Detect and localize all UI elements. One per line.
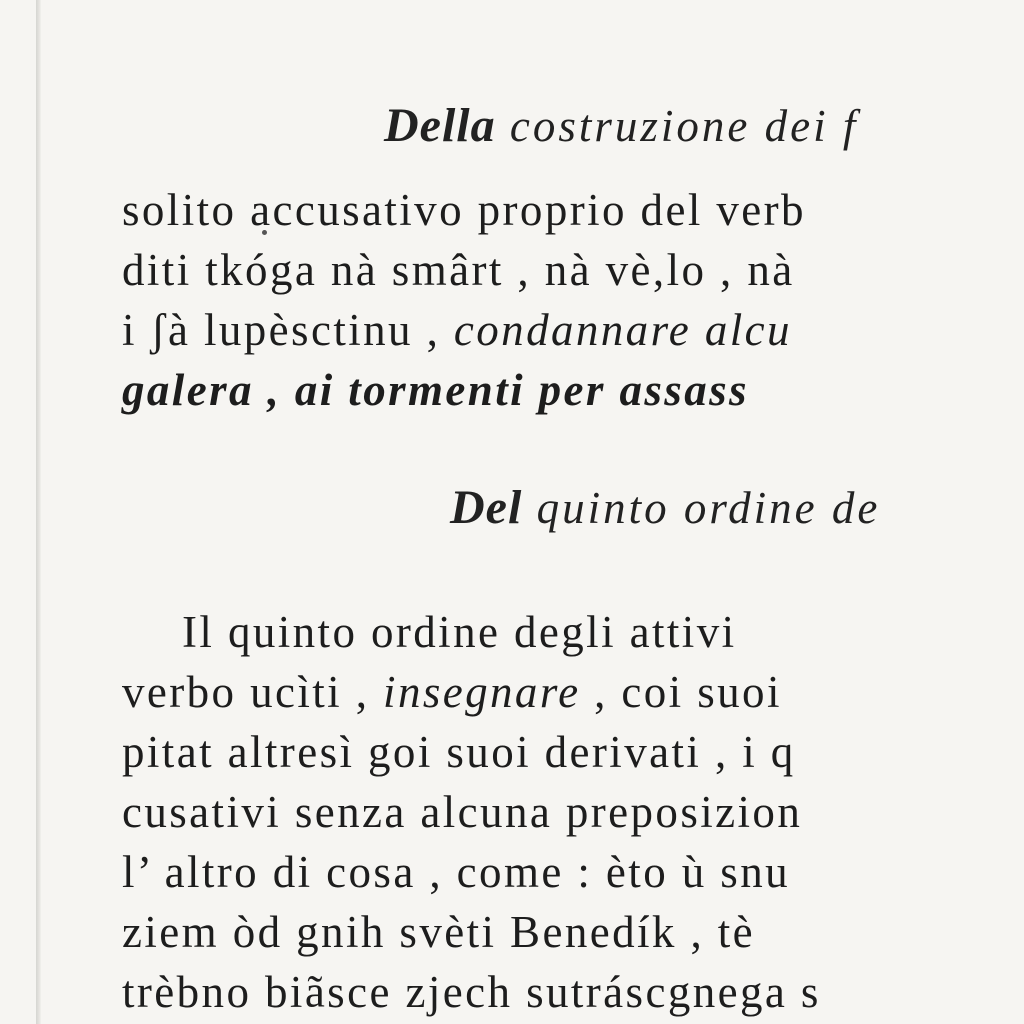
heading-lead-word: Della [384, 99, 496, 152]
text-fragment: , coi suoi [580, 667, 782, 717]
text-fragment: verbo ucìti , [122, 667, 384, 717]
text-line: pitat altresì goi suoi derivati , i q [122, 727, 796, 777]
text-line: ziem òd gnih svèti Benedík , tè [122, 907, 756, 957]
heading-rest: costruzione dei f [495, 101, 859, 151]
italic-text-line: galera , ai tormenti per assass [122, 365, 749, 415]
text-line [122, 304, 792, 356]
text-fragment: i ʃà lupèsctinu , [122, 305, 454, 355]
text-line: cusativi senza alcuna preposizion [122, 787, 803, 837]
section-heading-quinto-ordine [450, 480, 880, 535]
text-line: diti tkóga nà smârt , nà vè,lo , nà [122, 245, 795, 295]
heading-rest: quinto ordine de [522, 483, 881, 533]
italic-phrase: insegnare [383, 667, 581, 717]
page-binding-edge [36, 0, 41, 1024]
text-line: trèbno biãsce zjech sutráscgnega s [122, 967, 821, 1017]
text-line: solito accusativo proprio del verb [122, 185, 806, 235]
text-line: Il quinto ordine degli attivi [182, 607, 737, 657]
section-heading-costruzione [384, 98, 858, 153]
text-line [122, 666, 782, 718]
italic-phrase: condannare alcu [453, 305, 792, 355]
heading-lead-word: Del [450, 481, 523, 534]
text-line: l’ altro di cosa , come : èto ù snu [122, 847, 791, 897]
